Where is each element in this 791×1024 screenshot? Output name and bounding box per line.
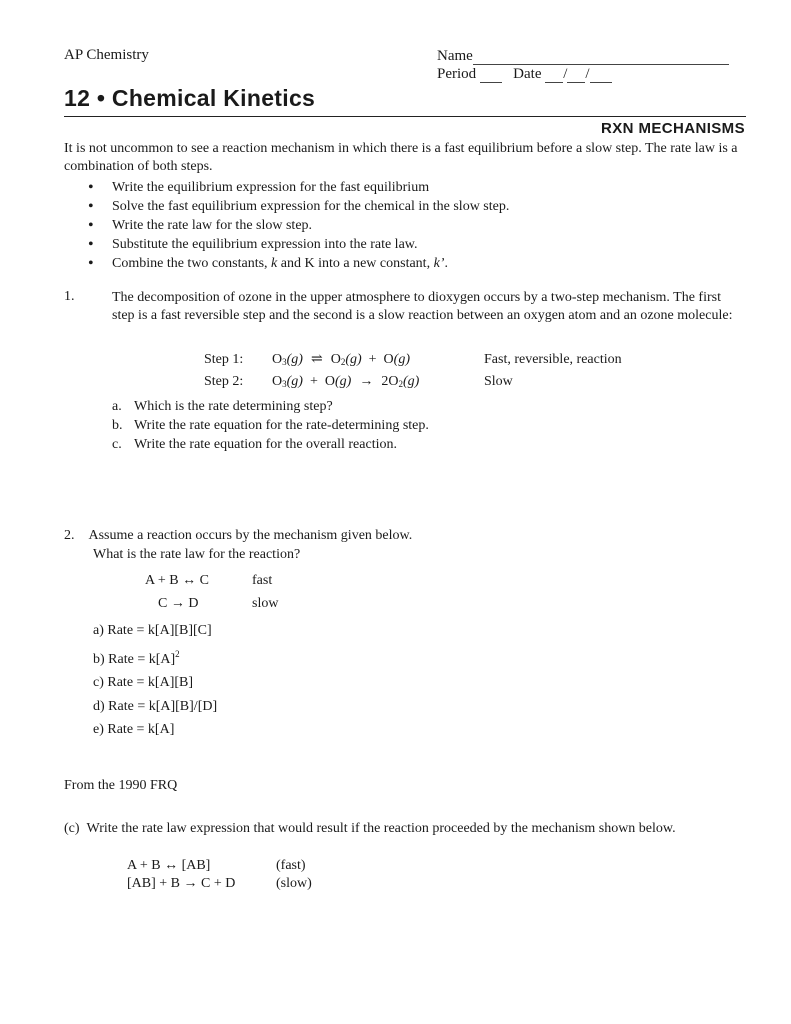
title-divider xyxy=(64,116,746,117)
student-info-box xyxy=(437,47,729,83)
k-symbol: k xyxy=(271,256,278,271)
step-note: Slow xyxy=(484,374,513,389)
reaction-equation: A + B ↔ [AB] xyxy=(127,858,211,873)
answer-choices xyxy=(93,619,217,742)
list-item: • Write the equilibrium expression for the fast equilibrium xyxy=(88,178,509,197)
reaction-speed: (slow) xyxy=(276,876,312,891)
bullet5-text-mid: and K into a new constant, xyxy=(277,256,434,271)
intro-paragraph: It is not uncommon to see a reaction mechanism in which there is a fast equilibrium before a slow step. The rate law is a combination of both steps. xyxy=(64,141,738,174)
name-field[interactable] xyxy=(473,50,729,65)
part-text: Write the rate equation for the overall reaction. xyxy=(134,437,397,452)
list-item: • Substitute the equilibrium expression into the rate law. xyxy=(88,235,509,254)
list-item xyxy=(88,254,509,273)
choice-e[interactable]: e) Rate = k[A] xyxy=(93,722,175,737)
list-item xyxy=(145,569,278,592)
course-title: AP Chemistry xyxy=(64,47,149,63)
list-item: • Solve the fast equilibrium expression for the chemical in the slow step. xyxy=(88,197,509,216)
list-item xyxy=(127,875,312,893)
date-label: Date xyxy=(513,66,542,82)
reaction-equation: A + B ↔ C xyxy=(145,573,209,588)
mechanism-table xyxy=(204,350,622,394)
name-row xyxy=(437,47,729,65)
part-text: Which is the rate determining step? xyxy=(134,399,333,414)
part-label: c. xyxy=(112,437,122,452)
choice-a[interactable]: a) Rate = k[A][B][C] xyxy=(93,623,212,638)
step-label: Step 2: xyxy=(204,374,244,389)
question-2-line2: What is the rate law for the reaction? xyxy=(93,547,301,562)
question-c-label: (c) xyxy=(64,821,80,836)
list-item xyxy=(112,397,429,416)
date-slash-2: / xyxy=(585,66,590,82)
bullet5-text: Combine the two constants, xyxy=(112,256,272,271)
reaction-speed: slow xyxy=(252,596,279,611)
question-c xyxy=(64,820,746,838)
choice-b[interactable]: b) Rate = $k[A]^2$ xyxy=(93,648,180,667)
part-text: Write the rate equation for the rate-determining step. xyxy=(134,418,429,433)
choice-c[interactable]: c) Rate = k[A][B] xyxy=(93,675,194,690)
question-2-text: Assume a reaction occurs by the mechanism given below. xyxy=(88,528,413,543)
table-row xyxy=(204,350,622,372)
step-equation: $O_3(g) + O(g) \to 2O_2(g)$ xyxy=(272,374,420,389)
name-label: Name xyxy=(437,48,473,64)
question-2-number: 2. xyxy=(64,528,75,543)
part-label: a. xyxy=(112,399,122,414)
kprime-symbol: k’ xyxy=(433,256,445,271)
date-year-field[interactable] xyxy=(590,68,612,83)
reaction-equation: [AB] + B → C + D xyxy=(127,876,236,891)
section-heading: RXN MECHANISMS xyxy=(601,120,745,137)
reaction-speed: (fast) xyxy=(276,858,306,873)
question-c-text: Write the rate law expression that would result if the reaction proceeded by the mechanism shown below. xyxy=(86,821,676,836)
table-row xyxy=(204,372,622,394)
frq-source: From the 1990 FRQ xyxy=(64,778,178,793)
choice-d[interactable]: d) Rate = k[A][B]/[D] xyxy=(93,698,218,714)
period-field[interactable] xyxy=(480,68,502,83)
page-title: 12 • Chemical Kinetics xyxy=(64,85,316,111)
step-note: Fast, reversible, reaction xyxy=(484,352,622,367)
date-slash-1: / xyxy=(563,66,568,82)
part-label: b. xyxy=(112,418,123,433)
question-c-mechanism xyxy=(127,857,312,893)
question-1-parts xyxy=(112,397,429,454)
question-2-mechanism xyxy=(145,569,278,615)
list-item: • Write the rate law for the slow step. xyxy=(88,216,509,235)
question-2-line1 xyxy=(64,526,412,545)
period-date-row xyxy=(437,65,729,83)
question-2 xyxy=(64,526,412,564)
list-item xyxy=(127,857,312,875)
question-1-number: 1. xyxy=(64,289,75,304)
reaction-speed: fast xyxy=(252,573,273,588)
date-month-field[interactable] xyxy=(545,68,563,83)
list-item xyxy=(112,416,429,435)
step-equation: $O_3(g)$ ⇌ $O_2(g) + O(g)$ xyxy=(272,352,410,367)
list-item xyxy=(145,592,278,615)
list-item xyxy=(112,435,429,454)
step-label: Step 1: xyxy=(204,352,244,367)
reaction-equation: C → D xyxy=(158,596,199,611)
steps-list xyxy=(88,178,509,273)
date-day-field[interactable] xyxy=(567,68,585,83)
question-1-text: The decomposition of ozone in the upper atmosphere to dioxygen occurs by a two-step mechanism. The first step is a fast reversible step and the second is a slow reaction between an oxygen atom and an ozone molecule: xyxy=(112,290,733,323)
bullet5-text-end: . xyxy=(444,256,448,271)
period-label: Period xyxy=(437,66,477,82)
